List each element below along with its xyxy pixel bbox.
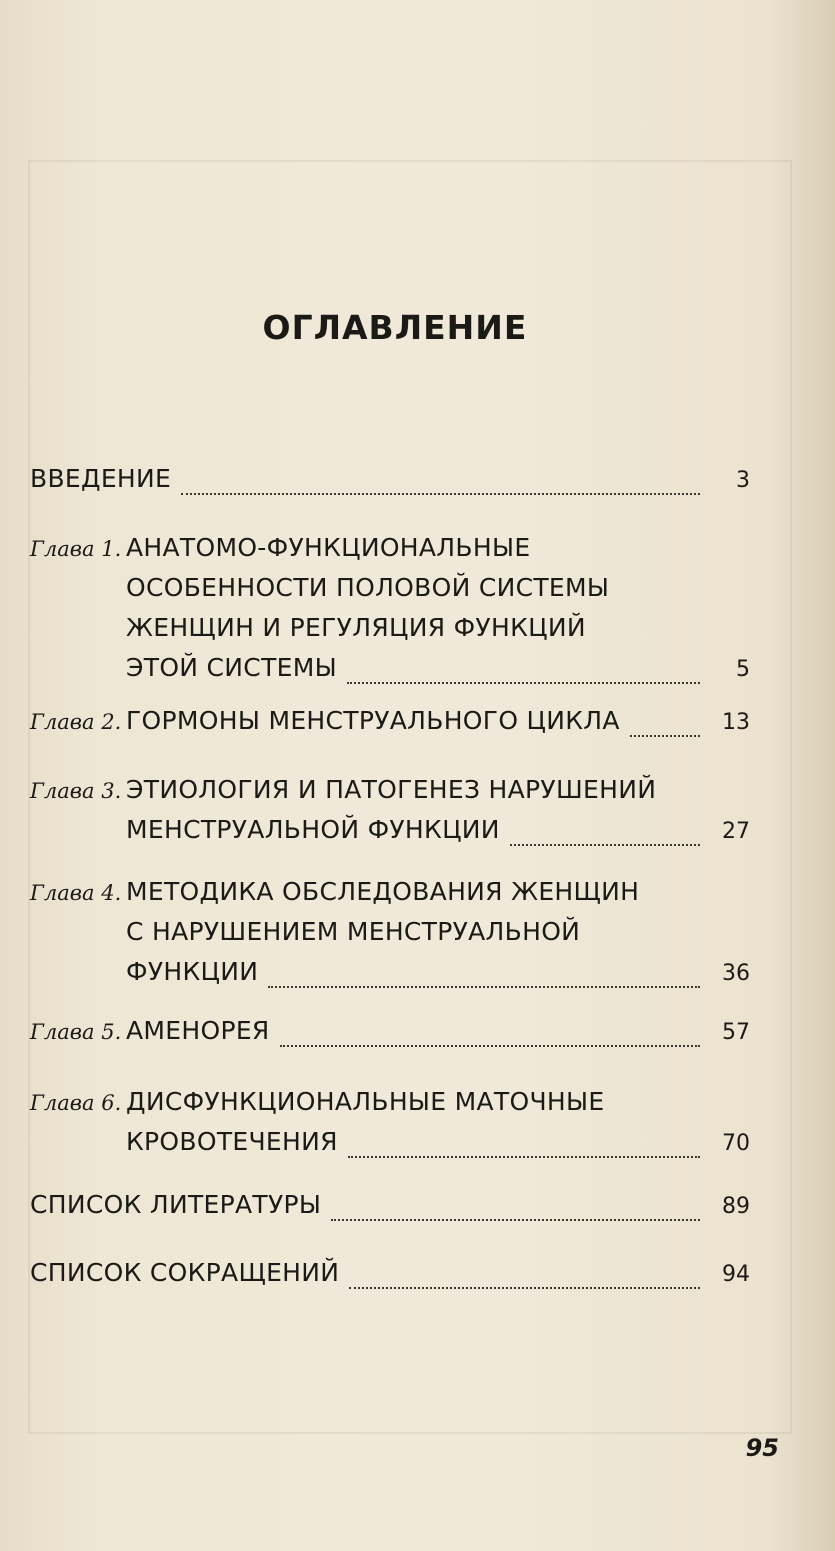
toc-page-number: 36 — [722, 961, 750, 986]
toc-entry — [30, 706, 750, 746]
dot-leader — [347, 681, 700, 684]
toc-entry-title: СПИСОК СОКРАЩЕНИЙ — [30, 1258, 340, 1287]
toc-entry-line — [30, 706, 750, 746]
toc-entry — [30, 1016, 750, 1056]
toc-entry-title: ДИСФУНКЦИОНАЛЬНЫЕ МАТОЧНЫЕ — [126, 1087, 605, 1116]
toc-entry-line — [30, 877, 750, 917]
chapter-label: Глава 3. — [30, 779, 122, 803]
toc-entry — [30, 1190, 750, 1230]
toc-entry-title: МЕНСТРУАЛЬНОЙ ФУНКЦИИ — [126, 815, 500, 844]
toc-entry-line — [30, 653, 750, 693]
dot-leader — [510, 843, 700, 846]
toc-entry-line — [30, 775, 750, 815]
toc-entry-line — [30, 1190, 750, 1230]
toc-entry — [30, 533, 750, 693]
toc-page-number: 94 — [722, 1262, 750, 1287]
page-title: ОГЛАВЛЕНИЕ — [262, 308, 528, 347]
toc-entry — [30, 775, 750, 855]
toc-entry-title: АНАТОМО-ФУНКЦИОНАЛЬНЫЕ — [126, 533, 531, 562]
dot-leader — [268, 985, 700, 988]
toc-entry-line — [30, 573, 750, 613]
toc-entry-title: ГОРМОНЫ МЕНСТРУАЛЬНОГО ЦИКЛА — [126, 706, 620, 735]
toc-entry-title: С НАРУШЕНИЕМ МЕНСТРУАЛЬНОЙ — [126, 917, 581, 946]
toc-entry-title: МЕТОДИКА ОБСЛЕДОВАНИЯ ЖЕНЩИН — [126, 877, 640, 906]
toc-entry — [30, 464, 750, 504]
toc-page-number: 27 — [722, 819, 750, 844]
toc-entry-line — [30, 1016, 750, 1056]
chapter-label: Глава 1. — [30, 537, 122, 561]
toc-entry — [30, 877, 750, 997]
toc-entry-line — [30, 613, 750, 653]
chapter-label: Глава 4. — [30, 881, 122, 905]
toc-page-number: 57 — [722, 1020, 750, 1045]
toc-page-number: 89 — [722, 1194, 750, 1219]
toc-page-number: 70 — [722, 1131, 750, 1156]
toc-entry-title: КРОВОТЕЧЕНИЯ — [126, 1127, 338, 1156]
dot-leader — [280, 1044, 700, 1047]
dot-leader — [331, 1218, 700, 1221]
toc-entry — [30, 1087, 750, 1167]
toc-entry-line — [30, 815, 750, 855]
dot-leader — [349, 1286, 700, 1289]
dot-leader — [348, 1155, 700, 1158]
chapter-label: Глава 2. — [30, 710, 122, 734]
toc-entry-title: ОСОБЕННОСТИ ПОЛОВОЙ СИСТЕМЫ — [126, 573, 610, 602]
toc-entry-title: АМЕНОРЕЯ — [126, 1016, 270, 1045]
page-number: 95 — [745, 1434, 779, 1462]
toc-entry-line — [30, 957, 750, 997]
toc-entry-line — [30, 1087, 750, 1127]
toc-entry-title: ЖЕНЩИН И РЕГУЛЯЦИЯ ФУНКЦИЙ — [126, 613, 586, 642]
toc-entry-title: ВВЕДЕНИЕ — [30, 464, 172, 493]
toc-entry-title: ЭТОЙ СИСТЕМЫ — [126, 653, 337, 682]
toc-entry-title: ФУНКЦИИ — [126, 957, 259, 986]
toc-page-number: 5 — [736, 657, 750, 682]
toc-entry-line — [30, 1127, 750, 1167]
toc-page-number: 3 — [736, 468, 750, 493]
chapter-label: Глава 6. — [30, 1091, 122, 1115]
toc-entry-title: ЭТИОЛОГИЯ И ПАТОГЕНЕЗ НАРУШЕНИЙ — [126, 775, 657, 804]
toc-entry-line — [30, 533, 750, 573]
dot-leader — [181, 492, 700, 495]
toc-entry-line — [30, 1258, 750, 1298]
toc-entry — [30, 1258, 750, 1298]
dot-leader — [630, 734, 700, 737]
chapter-label: Глава 5. — [30, 1020, 122, 1044]
toc-page-number: 13 — [722, 710, 750, 735]
toc-entry-line — [30, 464, 750, 504]
toc-entry-line — [30, 917, 750, 957]
toc-entry-title: СПИСОК ЛИТЕРАТУРЫ — [30, 1190, 322, 1219]
